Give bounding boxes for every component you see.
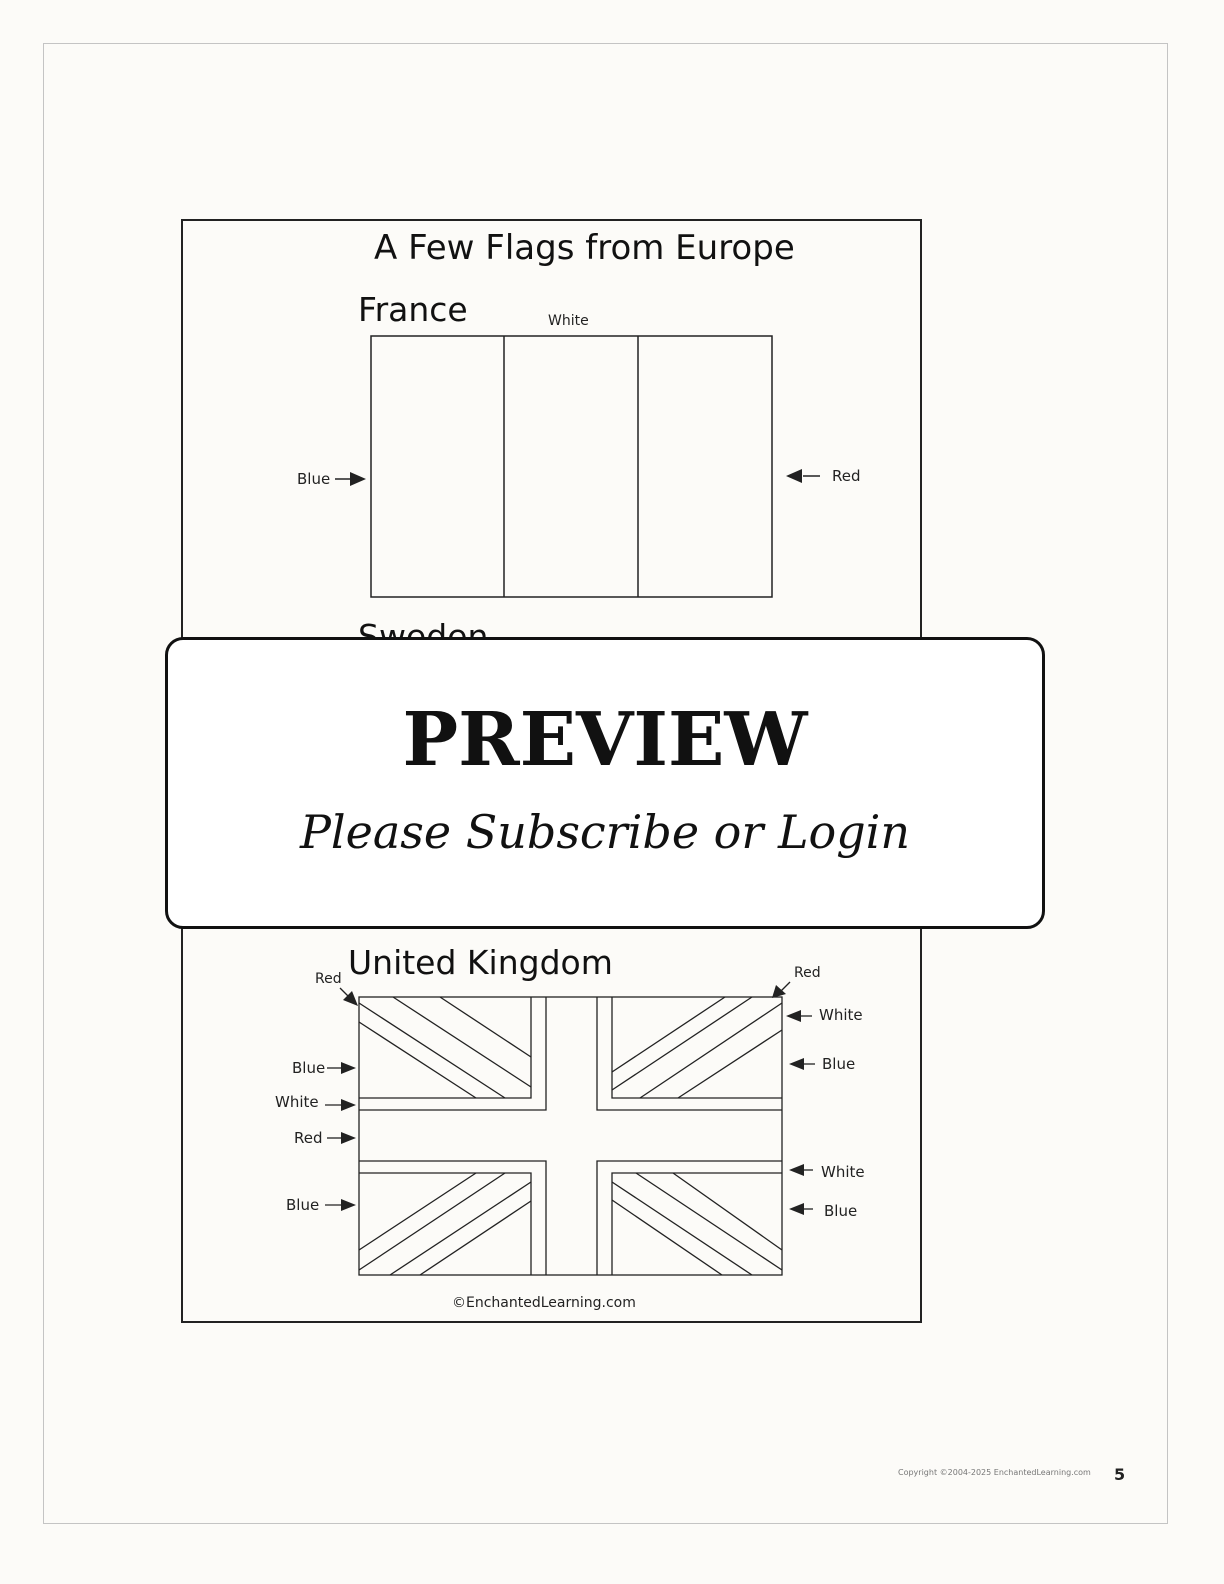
uk-right-label-white-2: White — [821, 1163, 865, 1181]
preview-title: PREVIEW — [402, 697, 808, 783]
uk-right-label-blue-1: Blue — [822, 1055, 856, 1073]
uk-label: United Kingdom — [348, 943, 613, 982]
preview-overlay — [165, 637, 1045, 929]
footer-copyright: Copyright ©2004-2025 EnchantedLearning.com — [898, 1468, 1091, 1477]
france-white-label: White — [548, 313, 589, 329]
uk-left-label-blue-2: Blue — [286, 1196, 320, 1214]
subscribe-login-link[interactable]: Please Subscribe or Login — [299, 805, 911, 859]
uk-left-label-white: White — [275, 1093, 319, 1111]
uk-right-label-white-1: White — [819, 1006, 863, 1024]
france-label: France — [358, 290, 468, 329]
page-number: 5 — [1114, 1465, 1126, 1484]
uk-left-label-blue-1: Blue — [292, 1059, 326, 1077]
uk-red-top-right-label: Red — [794, 965, 821, 981]
france-red-label: Red — [832, 467, 861, 485]
worksheet-credit: ©EnchantedLearning.com — [452, 1295, 636, 1311]
france-blue-label: Blue — [297, 470, 331, 488]
uk-red-top-left-label: Red — [315, 971, 342, 987]
uk-right-label-blue-2: Blue — [824, 1202, 858, 1220]
worksheet-title: A Few Flags from Europe — [374, 228, 795, 268]
uk-left-label-red: Red — [294, 1129, 323, 1147]
